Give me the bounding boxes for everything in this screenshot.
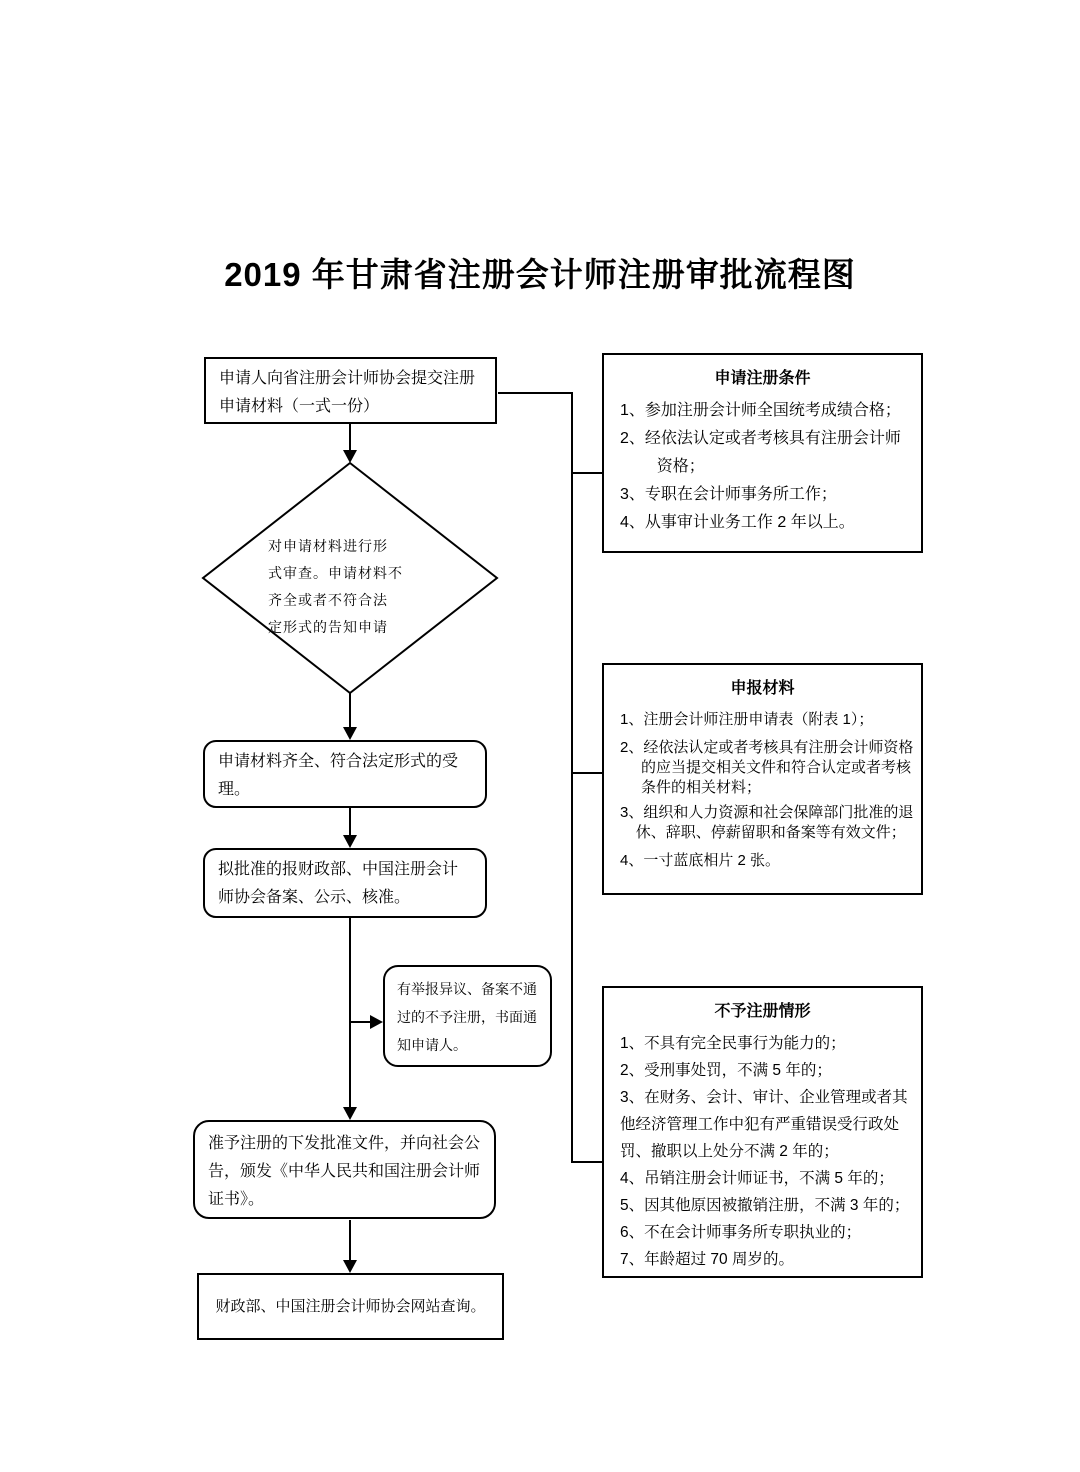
decision-line: 式审查。申请材料不 (268, 565, 403, 581)
panel-title: 申请注册条件 (714, 370, 811, 387)
flow-note-rejection-notice: 有举报异议、备案不通过的不予注册，书面通知申请人。 (383, 965, 552, 1067)
panel-item: 4、吊销注册会计师证书，不满 5 年的； (620, 1170, 894, 1187)
decision-line: 齐全或者不符合法 (268, 592, 388, 608)
panel-title: 不予注册情形 (714, 1003, 811, 1020)
panel-item: 3、组织和人力资源和社会保障部门批准的退休、辞职、停薪留职和备案等有效文件； (620, 804, 914, 841)
panel-item: 4、一寸蓝底相片 2 张。 (620, 852, 781, 869)
panel-rejection-situations (602, 986, 923, 1278)
flow-step-submit-application: 申请人向省注册会计师协会提交注册申请材料（一式一份） (204, 357, 497, 424)
panel-item: 7、年龄超过 70 周岁的。 (620, 1251, 794, 1268)
panel-item: 2、受刑事处罚，不满 5 年的； (620, 1062, 832, 1079)
panel-application-materials (602, 663, 923, 895)
decision-diamond-text (268, 533, 426, 635)
arrowhead-branch-to-rejection-note (370, 1015, 383, 1029)
arrowhead-decision-to-step2 (343, 727, 357, 740)
decision-line: 对申请材料进行形 (268, 538, 388, 554)
flow-step-filing-publicity-approval: 拟批准的报财政部、中国注册会计师协会备案、公示、核准。 (203, 848, 487, 918)
panel-title: 申报材料 (730, 680, 795, 697)
panel-item: 1、参加注册会计师全国统考成绩合格； (620, 402, 901, 419)
panel-item: 3、在财务、会计、审计、企业管理或者其他经济管理工作中犯有严重错误受行政处罚、撤职以上处分不满 2 年的； (620, 1089, 908, 1160)
page-title: 2019 年甘肃省注册会计师注册审批流程图 (224, 256, 856, 293)
arrowhead-step1-to-decision (343, 450, 357, 463)
panel-item: 5、因其他原因被撤销注册，不满 3 年的； (620, 1197, 910, 1214)
flow-step-issue-certificate: 准予注册的下发批准文件，并向社会公告，颁发《中华人民共和国注册会计师证书》。 (193, 1120, 496, 1219)
panel-item: 6、不在会计师事务所专职执业的； (620, 1224, 862, 1241)
panel-registration-conditions (602, 353, 923, 553)
panel-item: 4、从事审计业务工作 2 年以上。 (620, 514, 855, 531)
flow-step-acceptance: 申请材料齐全、符合法定形式的受理。 (203, 740, 487, 808)
panel-item: 2、经依法认定或者考核具有注册会计师资格的应当提交相关文件和符合认定或者考核条件的相关材料； (620, 739, 914, 796)
arrowhead-step4-to-step5 (343, 1260, 357, 1273)
panel-item: 1、不具有完全民事行为能力的； (620, 1035, 846, 1052)
panel-item: 1、注册会计师注册申请表（附表 1）； (620, 711, 874, 728)
flow-step-website-query: 财政部、中国注册会计师协会网站查询。 (197, 1273, 504, 1340)
arrowhead-step3-to-step4 (343, 1107, 357, 1120)
panel-item: 2、经依法认定或者考核具有注册会计师资格； (620, 430, 901, 475)
decision-line-clipped: 定形式的告知申请 (268, 619, 388, 635)
arrowhead-step2-to-step3 (343, 835, 357, 848)
panel-item: 3、专职在会计师事务所工作； (620, 486, 837, 503)
